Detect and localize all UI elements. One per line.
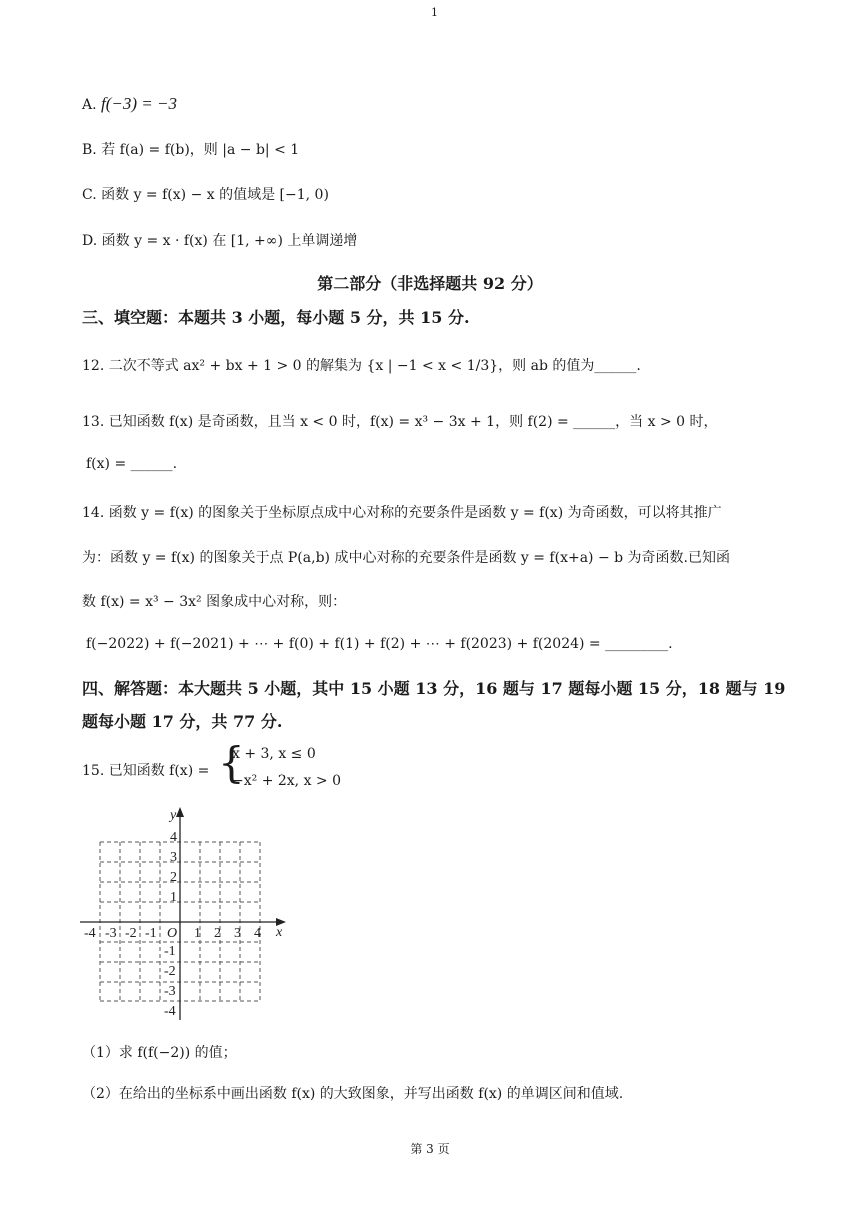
coordinate-grid [78, 805, 288, 1030]
y-tick-label: 1 [170, 890, 177, 905]
question-13 [82, 411, 718, 431]
y-tick-label: -4 [164, 1004, 176, 1019]
q14-line-2: 为：函数 y = f(x) 的图象关于点 P(a,b) 成中心对称的充要条件是函数 y = f(x+a) − b 为奇函数.已知函 [82, 550, 731, 566]
q15-intro: 已知函数 f(x) = [108, 763, 210, 779]
x-tick-label: 4 [254, 926, 261, 941]
q15-case-1: x + 3, x ≤ 0 [232, 746, 316, 762]
q15-case-2: −x² + 2x, x > 0 [232, 773, 342, 789]
option-d-label: D. [82, 233, 98, 249]
q12-number: 12. [82, 358, 105, 374]
y-tick-label: 2 [170, 870, 177, 885]
q12-text: 二次不等式 ax² + bx + 1 > 0 的解集为 {x | −1 < x < 1/3}，则 ab 的值为______. [108, 358, 641, 374]
header-mark: 1 [431, 6, 438, 19]
y-tick-label: 4 [170, 830, 177, 845]
x-tick-label: -3 [105, 926, 117, 941]
x-tick-label: 3 [234, 926, 241, 941]
q13-number: 13. [82, 414, 105, 430]
x-tick-label: -4 [84, 926, 96, 941]
q15-sub-1: （1）求 f(f(−2)) 的值； [82, 1045, 237, 1061]
option-c-label: C. [82, 187, 97, 203]
page-number: 第 3 页 [410, 1142, 450, 1156]
y-tick-label: 3 [170, 850, 177, 865]
x-tick-label: -1 [145, 926, 157, 941]
option-a-label: A. [82, 97, 97, 113]
option-d [82, 230, 357, 250]
y-axis-arrow-icon [176, 807, 184, 817]
q15-sub-2: （2）在给出的坐标系中画出函数 f(x) 的大致图象，并写出函数 f(x) 的单调区间和值域. [82, 1086, 624, 1102]
option-a-text: f(−3) = −3 [101, 94, 177, 113]
x-axis-label: x [276, 925, 283, 940]
option-c [82, 184, 329, 204]
question-15 [82, 760, 209, 780]
option-c-text: 函数 y = f(x) − x 的值域是 [−1, 0) [101, 187, 329, 203]
section-three-title: 三、填空题：本题共 3 小题，每小题 5 分，共 15 分. [82, 308, 470, 327]
question-14 [82, 502, 722, 522]
question-12 [82, 355, 641, 375]
q15-number: 15. [82, 763, 105, 779]
option-b [82, 139, 299, 159]
y-tick-label: -3 [164, 984, 176, 999]
x-tick-label: 2 [214, 926, 221, 941]
q14-line-3: 数 f(x) = x³ − 3x² 图象成中心对称，则： [82, 594, 347, 610]
y-tick-label: -2 [164, 964, 176, 979]
q14-line-1: 函数 y = f(x) 的图象关于坐标原点成中心对称的充要条件是函数 y = f(x) 为奇函数，可以将其推广 [108, 505, 722, 521]
section-four-title-line-2: 题每小题 17 分，共 77 分. [82, 712, 283, 731]
q14-line-4: f(−2022) + f(−2021) + ⋯ + f(0) + f(1) + f(2) + ⋯ + f(2023) + f(2024) = _________. [86, 636, 673, 652]
option-b-text: 若 f(a) = f(b)，则 |a − b| < 1 [101, 142, 300, 158]
option-a [82, 94, 177, 114]
q13-line-1: 已知函数 f(x) 是奇函数，且当 x < 0 时，f(x) = x³ − 3x + 1，则 f(2) = ______，当 x > 0 时， [108, 414, 718, 430]
option-d-text: 函数 y = x · f(x) 在 [1, +∞) 上单调递增 [101, 233, 358, 249]
option-b-label: B. [82, 142, 97, 158]
origin-label: O [167, 926, 178, 941]
part-two-title: 第二部分（非选择题共 92 分） [317, 274, 543, 293]
q13-line-2: f(x) = ______. [86, 456, 178, 472]
q14-number: 14. [82, 505, 105, 521]
piecewise-brace: { [218, 738, 245, 787]
x-tick-label: -2 [125, 926, 137, 941]
section-four-title-line-1: 四、解答题：本大题共 5 小题，其中 15 小题 13 分，16 题与 17 题每小题 15 分，18 题与 19 [82, 679, 786, 698]
x-tick-label: 1 [194, 926, 201, 941]
y-tick-label: -1 [164, 944, 176, 959]
y-axis-label: y [170, 808, 177, 823]
